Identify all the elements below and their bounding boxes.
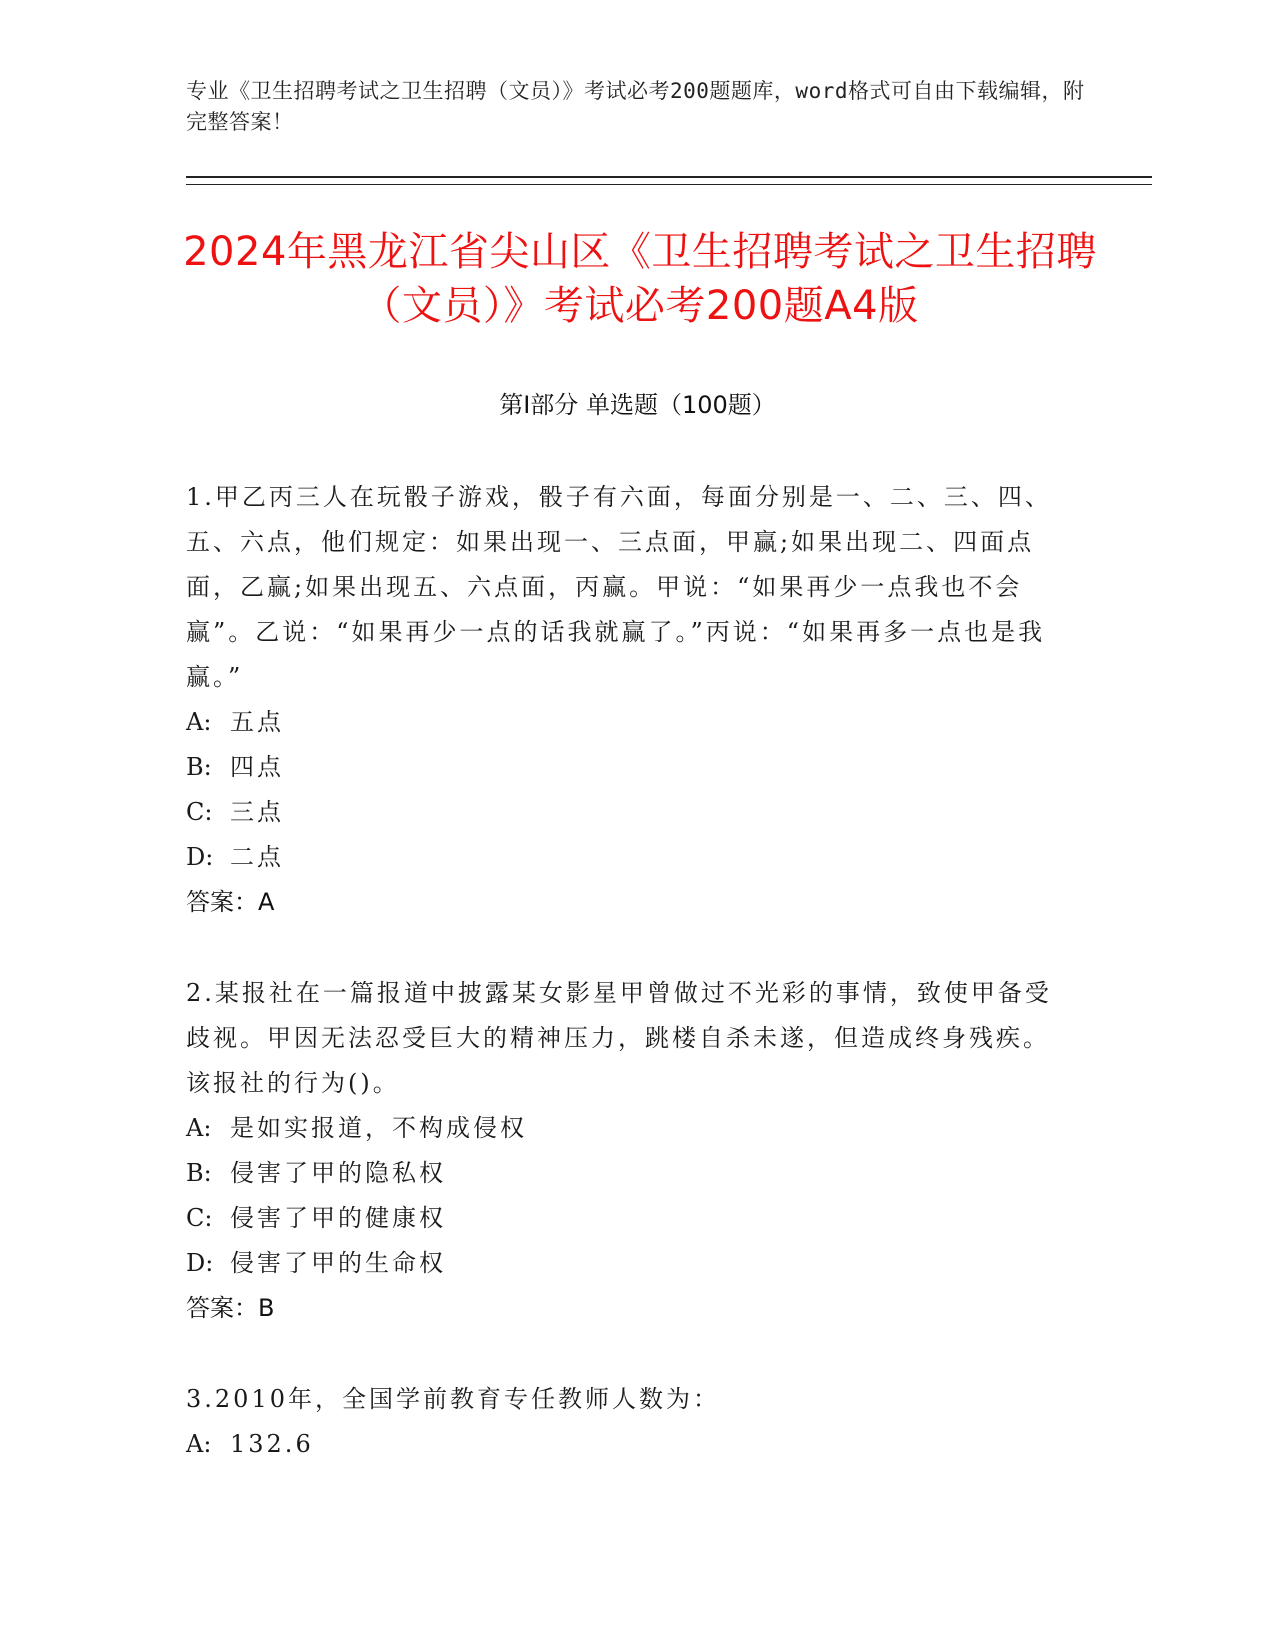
option-c bbox=[186, 790, 1076, 835]
option-d bbox=[186, 835, 1076, 880]
option-text: 侵害了甲的健康权 bbox=[230, 1204, 446, 1232]
option-key: B: bbox=[186, 753, 212, 781]
header-divider-thin bbox=[186, 184, 1152, 185]
option-key: D: bbox=[186, 843, 214, 871]
option-a bbox=[186, 700, 1076, 745]
question-list bbox=[186, 475, 1076, 1513]
question-stem: 3.2010年，全国学前教育专任教师人数为： bbox=[186, 1385, 720, 1413]
option-text: 是如实报道，不构成侵权 bbox=[230, 1114, 527, 1142]
document-title: 2024年黑龙江省尖山区《卫生招聘考试之卫生招聘（文员）》考试必考200题A4版 bbox=[183, 229, 1097, 329]
option-text: 五点 bbox=[230, 708, 284, 736]
answer-line: 答案：A bbox=[186, 888, 275, 916]
option-text: 二点 bbox=[230, 843, 284, 871]
option-d bbox=[186, 1241, 1076, 1286]
option-text: 三点 bbox=[230, 798, 284, 826]
option-key: A: bbox=[186, 708, 212, 736]
answer-line: 答案：B bbox=[186, 1294, 275, 1322]
option-b bbox=[186, 745, 1076, 790]
question-stem: 1.甲乙丙三人在玩骰子游戏，骰子有六面，每面分别是一、二、三、四、五、六点，他们规定：如果出现一、三点面，甲赢;如果出现二、四面点面，乙赢;如果出现五、六点面，丙赢。甲说：“如果再少一点我也不会赢”。乙说：“如果再少一点的话我就赢了。”丙说：“如果再多一点也是我赢。” bbox=[186, 483, 1052, 691]
question-1 bbox=[186, 475, 1076, 925]
section-title: 第I部分 单选题（100题） bbox=[499, 391, 776, 419]
option-c bbox=[186, 1196, 1076, 1241]
option-a bbox=[186, 1106, 1076, 1151]
option-a bbox=[186, 1422, 1076, 1467]
option-key: B: bbox=[186, 1159, 212, 1187]
option-text: 侵害了甲的生命权 bbox=[230, 1249, 446, 1277]
option-text: 132.6 bbox=[230, 1430, 314, 1458]
option-key: A: bbox=[186, 1114, 212, 1142]
question-stem: 2.某报社在一篇报道中披露某女影星甲曾做过不光彩的事情，致使甲备受歧视。甲因无法忍受巨大的精神压力，跳楼自杀未遂，但造成终身残疾。该报社的行为()。 bbox=[186, 979, 1052, 1097]
option-text: 四点 bbox=[230, 753, 284, 781]
option-text: 侵害了甲的隐私权 bbox=[230, 1159, 446, 1187]
option-key: C: bbox=[186, 1204, 213, 1232]
option-key: D: bbox=[186, 1249, 214, 1277]
option-key: A: bbox=[186, 1430, 212, 1458]
option-key: C: bbox=[186, 798, 213, 826]
header-note: 专业《卫生招聘考试之卫生招聘（文员）》考试必考200题题库，word格式可自由下载编辑，附完整答案！ bbox=[186, 79, 1085, 134]
question-2 bbox=[186, 971, 1076, 1331]
header-divider-thick bbox=[186, 176, 1152, 178]
question-3 bbox=[186, 1377, 1076, 1467]
option-b bbox=[186, 1151, 1076, 1196]
